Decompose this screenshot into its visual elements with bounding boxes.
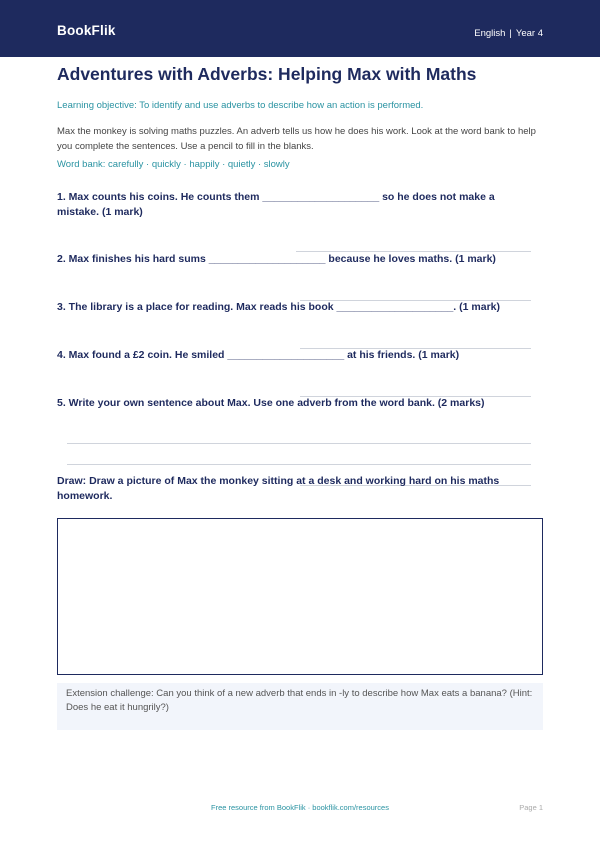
extension-challenge: Extension challenge: Can you think of a new adverb that ends in -ly to describe how Max eats a banana? (Hint: Does he eat it hungrily?) xyxy=(57,683,543,730)
question-5: 5. Write your own sentence about Max. Use one adverb from the word bank. (2 marks) xyxy=(57,397,485,409)
page-number: Page 1 xyxy=(519,803,543,812)
drawing-box[interactable] xyxy=(57,518,543,675)
learning-objective: Learning objective: To identify and use adverbs to describe how an action is performed. xyxy=(57,100,424,111)
year-label: Year 4 xyxy=(515,28,543,39)
answer-line xyxy=(67,464,531,465)
header-bar xyxy=(0,0,600,57)
word-bank: Word bank: carefully · quickly · happily · quietly · slowly xyxy=(57,159,290,170)
question-3: 3. The library is a place for reading. Max reads his book ____________________. (1 mark) xyxy=(57,301,500,313)
draw-prompt: Draw: Draw a picture of Max the monkey sitting at a desk and working hard on his maths homework. xyxy=(57,475,500,502)
subject-name: English xyxy=(474,28,506,39)
question-4: 4. Max found a £2 coin. He smiled ____________________ at his friends. (1 mark) xyxy=(57,349,460,361)
question-2: 2. Max finishes his hard sums ____________________ because he loves maths. (1 mark) xyxy=(57,253,496,265)
subject-separator: | xyxy=(509,28,512,39)
intro-text: Max the monkey is solving maths puzzles. An adverb tells us how he does his work. Look at the word bank to help you complete the sentences. Use a pencil to fill in the blanks. xyxy=(57,126,536,152)
answer-line xyxy=(67,443,531,444)
page-title: Adventures with Adverbs: Helping Max with Maths xyxy=(57,64,477,84)
footer-text: Free resource from BookFlik · bookflik.com/resources xyxy=(211,803,389,812)
subject-label xyxy=(474,28,543,39)
question-1: 1. Max counts his coins. He counts them ____________________ so he does not make a mistake. (1 mark) xyxy=(57,191,495,218)
brand-logo: BookFlik xyxy=(57,23,116,38)
